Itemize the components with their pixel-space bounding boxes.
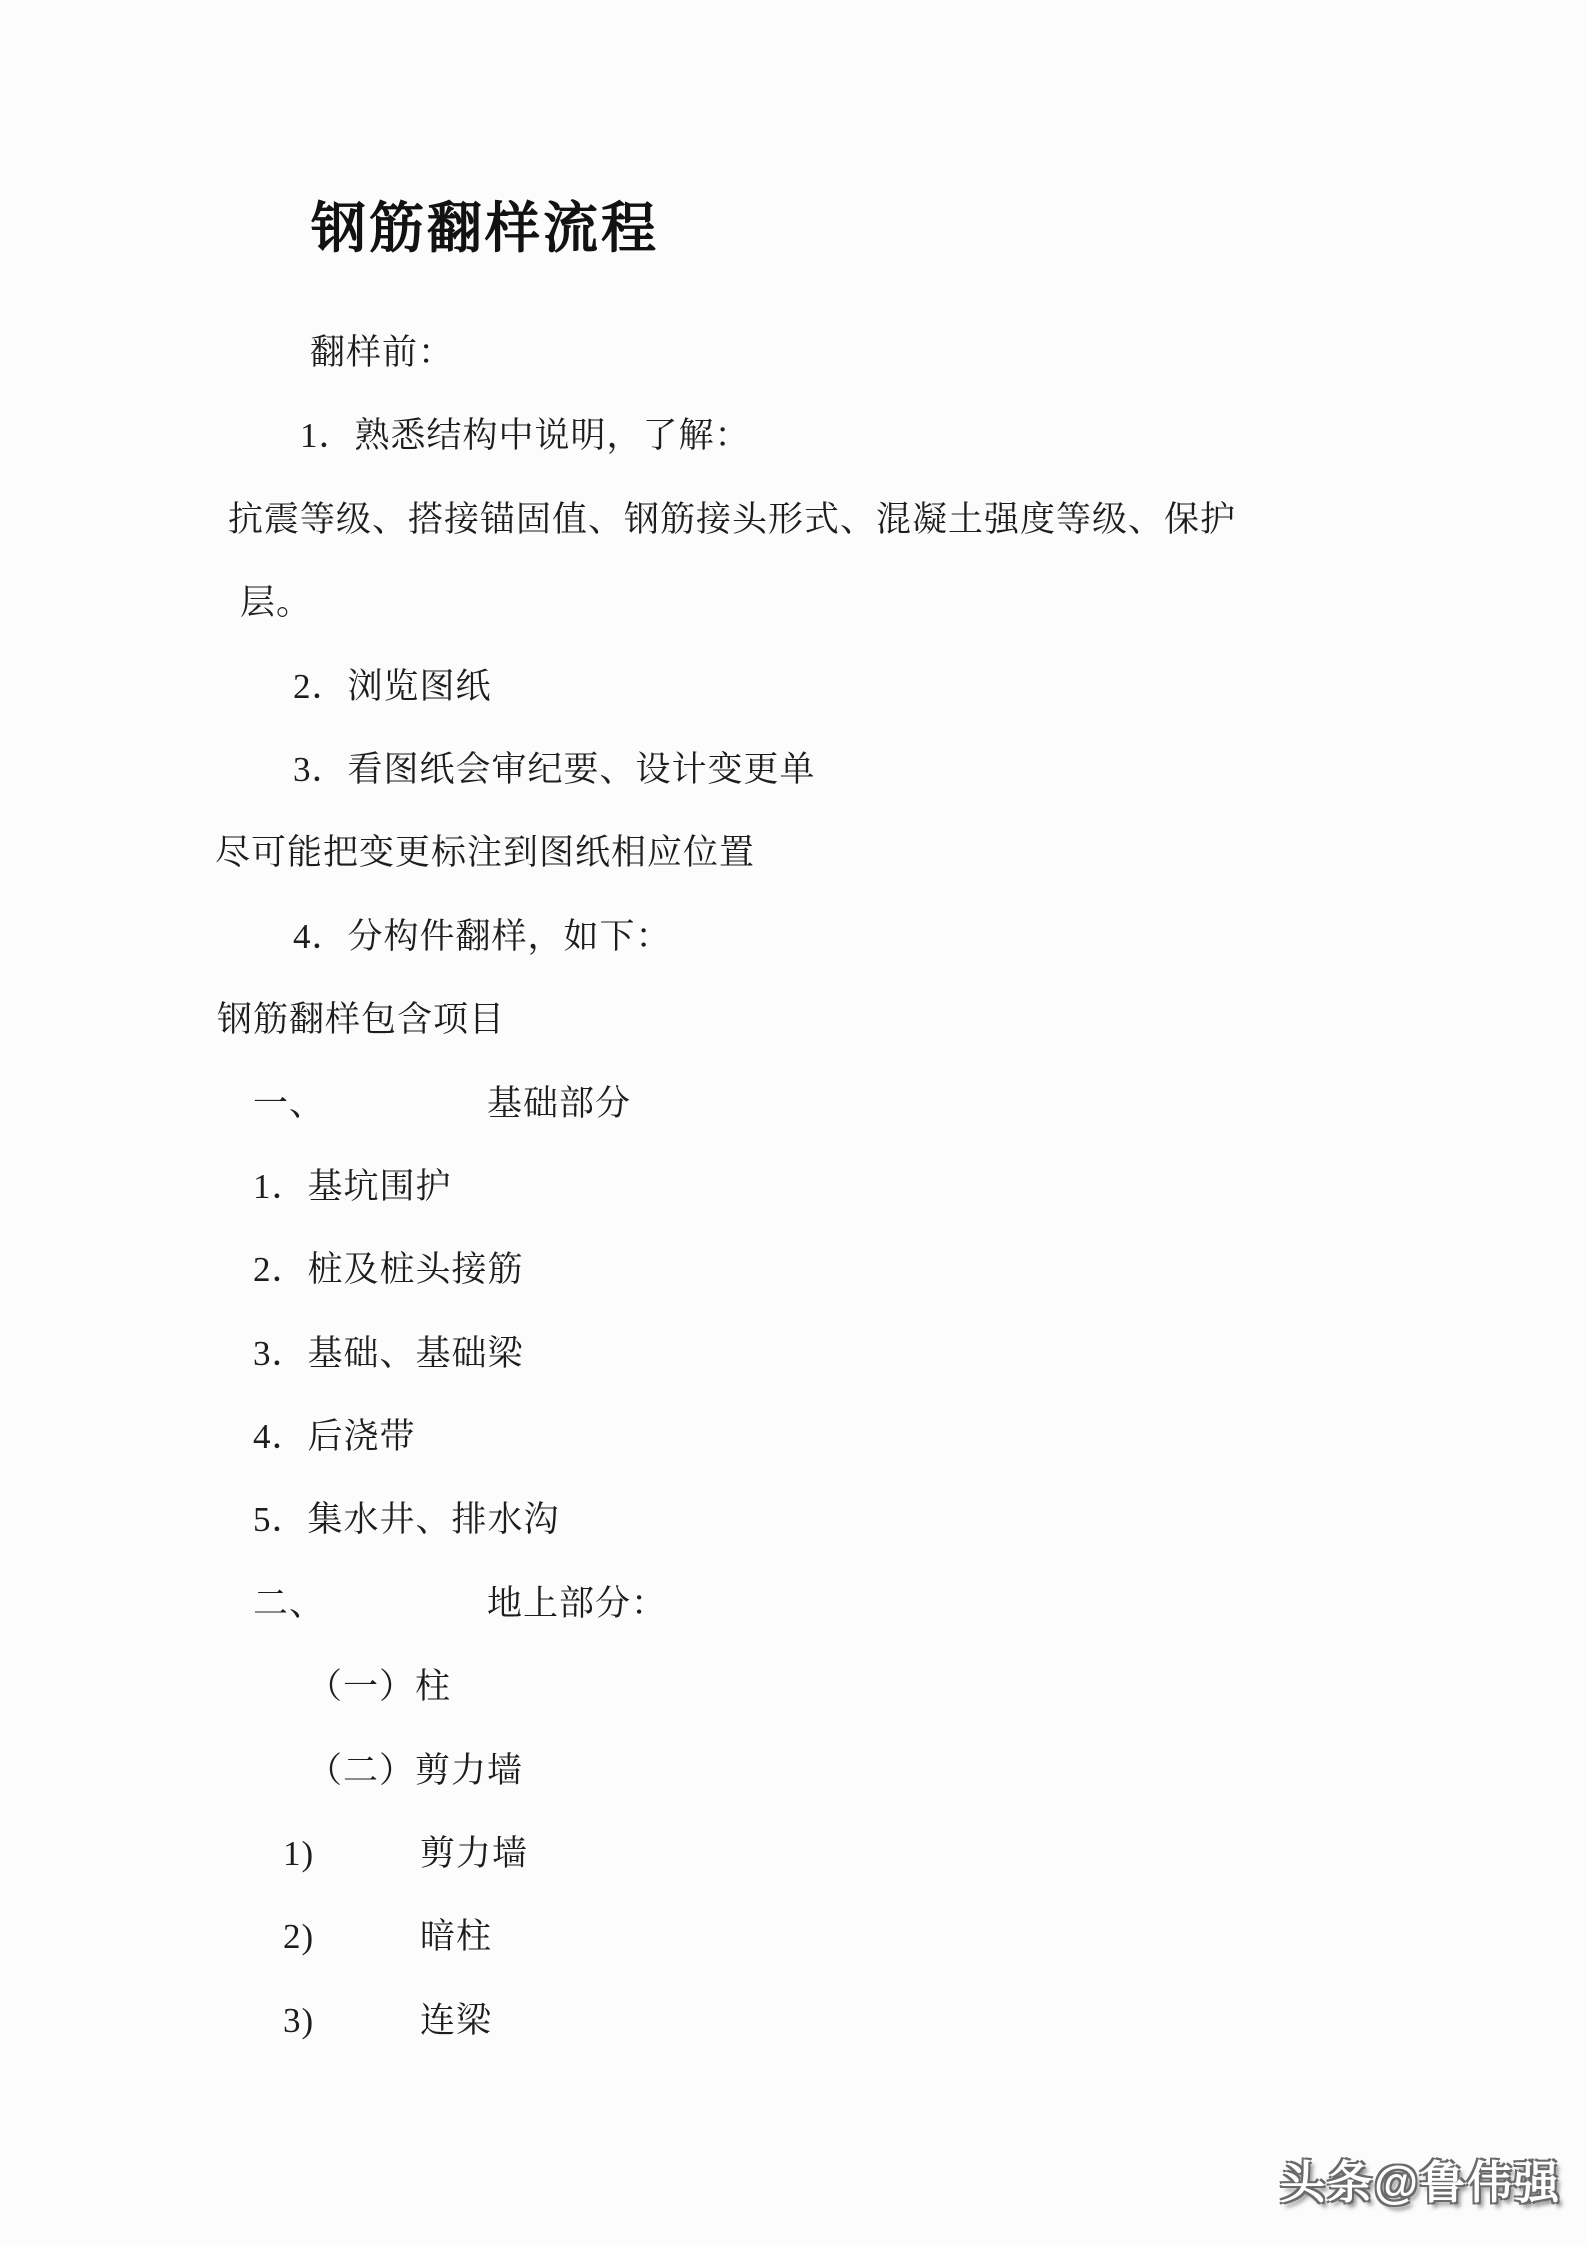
doc-line: 抗震等级、搭接锚固值、钢筋接头形式、混凝土强度等级、保护 bbox=[228, 499, 1237, 539]
list-marker: 一、 bbox=[253, 1083, 326, 1123]
doc-line: 层。 bbox=[240, 583, 313, 623]
list-item: 4．后浇带 bbox=[253, 1417, 416, 1457]
list-item-label: 暗柱 bbox=[420, 1917, 493, 1957]
list-item: （一）柱 bbox=[307, 1667, 452, 1707]
page-title: 钢筋翻样流程 bbox=[311, 198, 660, 259]
section-heading bbox=[253, 1562, 1587, 1645]
doc-line: 翻样前： bbox=[310, 333, 455, 372]
list-item bbox=[283, 1812, 1587, 1895]
list-item bbox=[283, 1979, 1587, 2062]
doc-line: 尽可能把变更标注到图纸相应位置 bbox=[215, 833, 756, 873]
list-item-label: 连梁 bbox=[420, 2000, 493, 2040]
section-heading bbox=[253, 1062, 1587, 1145]
section-heading-label: 基础部分 bbox=[487, 1083, 632, 1123]
section-heading-label: 地上部分： bbox=[487, 1583, 668, 1623]
list-item: 5．集水井、排水沟 bbox=[253, 1500, 560, 1540]
list-marker: 1) bbox=[283, 1834, 315, 1874]
doc-line: 3．看图纸会审纪要、设计变更单 bbox=[293, 749, 816, 789]
watermark: 头条@鲁伟强 bbox=[1280, 2157, 1561, 2208]
doc-line: 2．浏览图纸 bbox=[293, 666, 492, 706]
list-item bbox=[283, 1895, 1587, 1978]
list-marker: 二、 bbox=[253, 1583, 326, 1623]
list-item: 2．桩及桩头接筋 bbox=[253, 1250, 524, 1290]
list-marker: 3) bbox=[283, 2000, 315, 2040]
list-item: 1．基坑围护 bbox=[253, 1166, 452, 1206]
doc-line: 钢筋翻样包含项目 bbox=[217, 1000, 506, 1040]
list-item: 3．基础、基础梁 bbox=[253, 1333, 524, 1373]
doc-line: 4．分构件翻样，如下： bbox=[293, 916, 672, 956]
document-body bbox=[0, 311, 1587, 2062]
list-item-label: 剪力墙 bbox=[420, 1834, 529, 1874]
list-marker: 2) bbox=[283, 1917, 315, 1957]
list-item: （二）剪力墙 bbox=[307, 1750, 524, 1790]
doc-line: 1．熟悉结构中说明，了解： bbox=[300, 416, 751, 456]
